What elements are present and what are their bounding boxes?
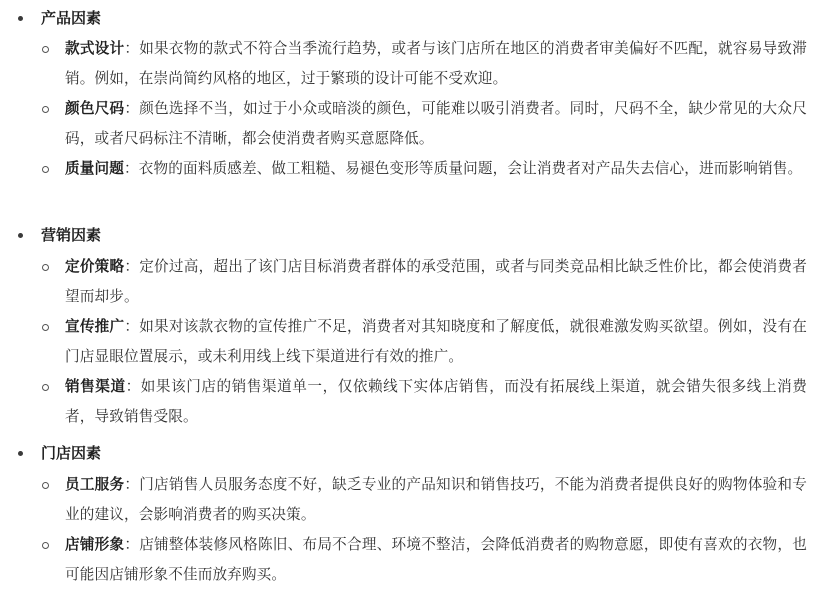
section-title: 产品因素 bbox=[41, 9, 102, 27]
section-title: 营销因素 bbox=[41, 226, 102, 244]
item-separator: ： bbox=[124, 536, 140, 553]
item-description: 门店销售人员服务态度不好，缺乏专业的产品知识和销售技巧，不能为消费者提供良好的购物体验和专业的建议，会影响消费者的购买决策。 bbox=[65, 476, 807, 523]
bullet-circle-icon bbox=[42, 324, 49, 331]
item-term: 款式设计 bbox=[65, 40, 125, 57]
item-term: 质量问题 bbox=[65, 160, 124, 177]
bullet-circle-icon bbox=[42, 542, 49, 549]
item-separator: ： bbox=[124, 318, 140, 335]
bullet-circle-icon bbox=[42, 46, 49, 53]
bullet-circle-icon bbox=[42, 106, 49, 113]
item-separator: ： bbox=[124, 100, 140, 117]
item-separator: ： bbox=[124, 258, 140, 275]
item-description: 定价过高，超出了该门店目标消费者群体的承受范围，或者与同类竞品相比缺乏性价比，都会使消费者望而却步。 bbox=[65, 258, 807, 305]
item-description: 如果该门店的销售渠道单一，仅依赖线下实体店销售，而没有拓展线上渠道，就会错失很多线上消费者，导致销售受限。 bbox=[65, 378, 807, 425]
item-description: 店铺整体装修风格陈旧、布局不合理、环境不整洁，会降低消费者的购物意愿，即使有喜欢的衣物，也可能因店铺形象不佳而放弃购买。 bbox=[65, 536, 807, 583]
item-separator: ： bbox=[123, 160, 139, 177]
item-separator: ： bbox=[124, 40, 140, 57]
item-term: 销售渠道 bbox=[65, 378, 126, 395]
item-description: 如果对该款衣物的宣传推广不足，消费者对其知晓度和了解度低，就很难激发购买欲望。例如，没有在门店显眼位置展示，或未利用线上线下渠道进行有效的推广。 bbox=[65, 318, 807, 365]
bullet-disc-icon bbox=[18, 16, 23, 21]
bullet-circle-icon bbox=[42, 482, 49, 489]
item-description: 颜色选择不当，如过于小众或暗淡的颜色，可能难以吸引消费者。同时，尺码不全，缺少常见的大众尺码，或者尺码标注不清晰，都会使消费者购买意愿降低。 bbox=[65, 100, 807, 147]
section-title: 门店因素 bbox=[41, 444, 102, 462]
item-description: 衣物的面料质感差、做工粗糙、易褪色变形等质量问题，会让消费者对产品失去信心，进而影响销售。 bbox=[138, 160, 803, 177]
bullet-disc-icon bbox=[18, 451, 23, 456]
item-separator: ： bbox=[124, 476, 140, 493]
item-term: 宣传推广 bbox=[65, 318, 125, 335]
item-separator: ： bbox=[125, 378, 141, 395]
bullet-circle-icon bbox=[42, 384, 49, 391]
item-term: 颜色尺码 bbox=[65, 100, 125, 117]
item-term: 员工服务 bbox=[65, 476, 125, 493]
bullet-circle-icon bbox=[42, 264, 49, 271]
item-description: 如果衣物的款式不符合当季流行趋势，或者与该门店所在地区的消费者审美偏好不匹配，就容易导致滞销。例如，在崇尚简约风格的地区，过于繁琐的设计可能不受欢迎。 bbox=[65, 40, 807, 87]
item-term: 店铺形象 bbox=[65, 536, 125, 553]
bullet-disc-icon bbox=[18, 233, 23, 238]
item-term: 定价策略 bbox=[65, 258, 125, 275]
bullet-circle-icon bbox=[42, 166, 49, 173]
